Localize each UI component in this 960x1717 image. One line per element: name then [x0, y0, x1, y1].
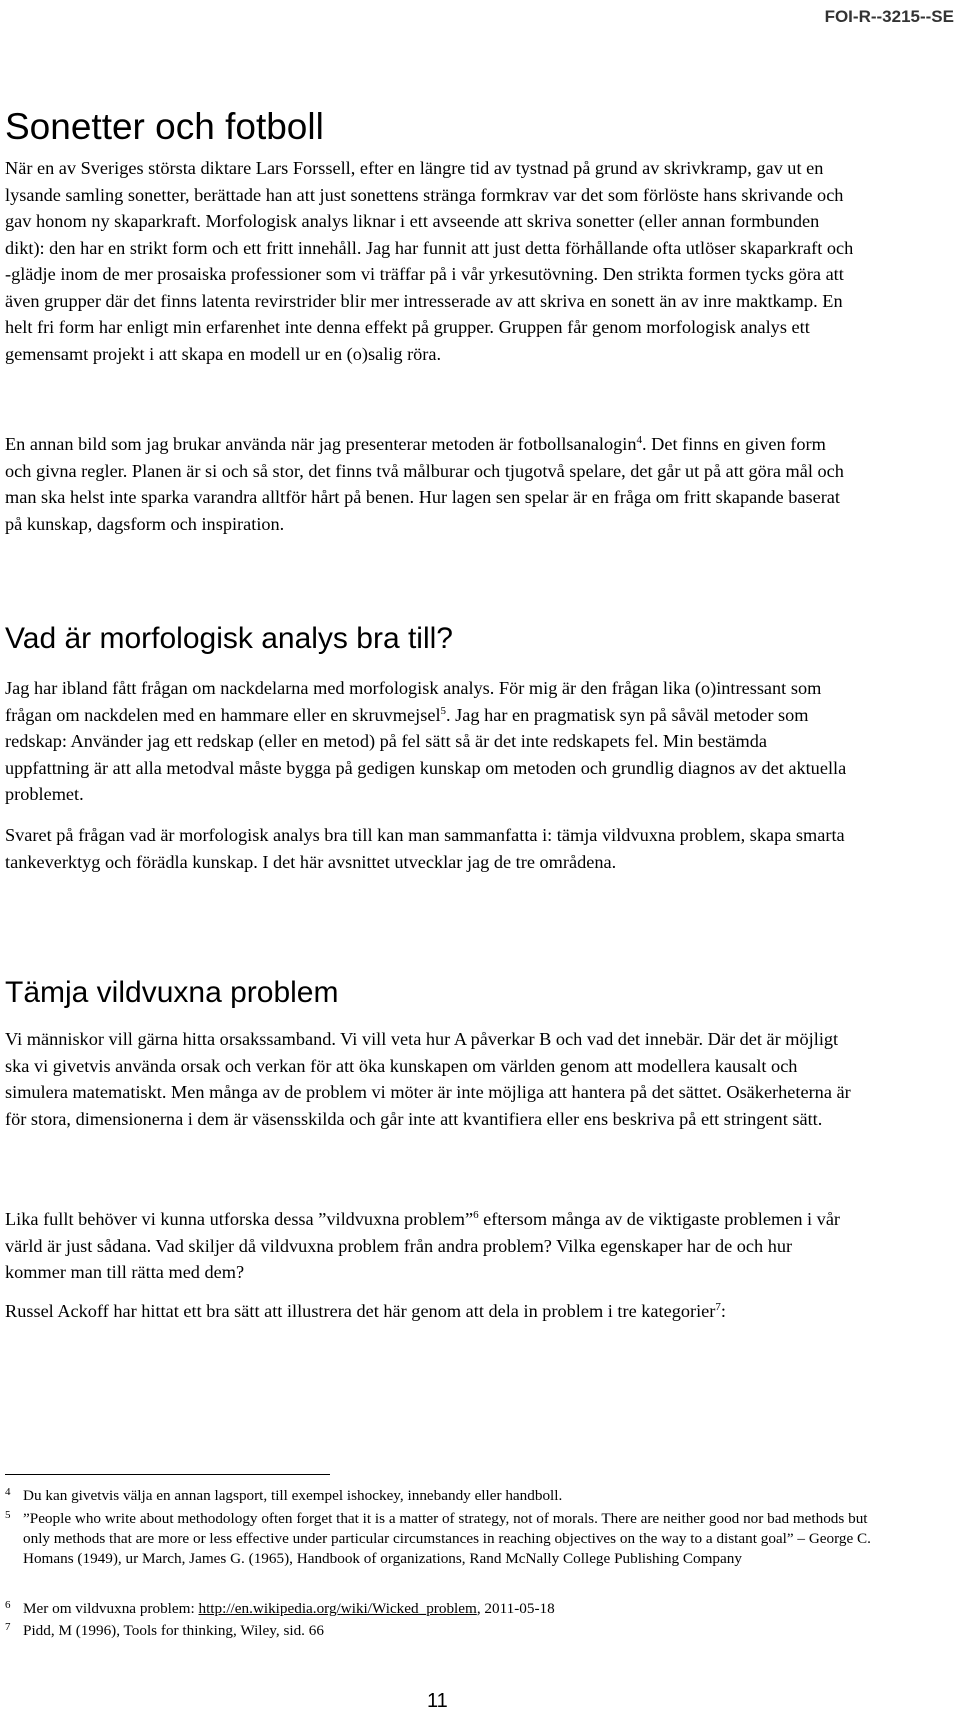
footnote-ref[interactable]: 7	[715, 1300, 721, 1313]
paragraph: Svaret på frågan vad är morfologisk analys bra till kan man sammanfatta i: tämja vildvuxna problem, skapa smarta tankeverktyg och förädla kunskap. I det här avsnittet utvecklar jag de tre områdena.	[5, 825, 845, 872]
footnote-separator	[5, 1474, 330, 1475]
paragraph: Vi människor vill gärna hitta orsakssamband. Vi vill veta hur A påverkar B och vad det innebär. Där det är möjligt ska vi givetvis använda orsak och verkan för att öka kunskapen om världen genom att modellera kausalt och simulera matematiskt. Men många av de problem vi möter är inte möjliga att hantera på det sättet. Osäkerheterna är för stora, dimensionerna i dem är väsensskilda och går inte att kvantifiera eller ens beskriva på ett stringent sätt.	[5, 1029, 851, 1129]
paragraph-text: Russel Ackoff har hittat ett bra sätt att illustrera det här genom att dela in problem i tre kategorier	[5, 1301, 716, 1321]
paragraph-text: eftersom många av de viktigaste problemen i vår värld är just sådana. Vad skiljer då vildvuxna problem från andra problem? Vilka egenskaper har de och hur kommer man till rätta med dem?	[5, 1209, 841, 1282]
footnote-number: 4	[5, 1486, 11, 1498]
paragraph	[5, 675, 855, 808]
paragraph	[5, 431, 855, 537]
page-number: 11	[427, 1690, 448, 1712]
section-heading-sonetter: Sonetter och fotboll	[5, 106, 324, 147]
paragraph-text: Jag har ibland fått frågan om nackdelarna med morfologisk analys. För mig är den frågan lika (o)intressant som frågan om nackdelen med en hammare eller en skruvmejsel	[5, 678, 822, 725]
footnote-text-part: , 2011-05-18	[476, 1600, 555, 1617]
paragraph-text: . Det finns en given form och givna regler. Planen är si och så stor, det finns två målburar och tjugotvå spelare, det går ut på att göra mål och man ska helst inte sparka varandra alltför hårt på benen. Hur lagen sen spelar är en fråga om fritt skapande baserat på kunskap, dagsform och inspiration.	[5, 434, 844, 534]
report-code: FOI-R--3215--SE	[824, 7, 954, 26]
paragraph: När en av Sveriges största diktare Lars Forssell, efter en längre tid av tystnad på grund av skrivkramp, gav ut en lysande samling sonetter, berättade han att just sonettens stränga formkrav var det som förlöste hans skrivande och gav honom ny skaparkraft. Morfologisk analys liknar i ett avseende att skriva sonetter (eller annan formbunden dikt): den har en strikt form och ett fritt innehåll. Jag har funnit att just detta förhållande ofta utlöser skaparkraft och -glädje inom de mer prosaiska professioner som vi träffar på i vår yrkesutövning. Den strikta formen tycks göra att även grupper där det finns latenta revirstrider blir mer intresserade av att skriva en sonett än av inre maktkamp. En helt fri form har enligt min erfarenhet inte denna effekt på grupper. Gruppen får genom morfologisk analys ett gemensamt projekt i att skapa en modell ur en (o)salig röra.	[5, 158, 854, 364]
paragraph-text: :	[720, 1301, 726, 1321]
footnote-ref[interactable]: 6	[473, 1208, 479, 1221]
footnote	[5, 1621, 885, 1641]
footnote	[5, 1486, 885, 1506]
paragraph-text: . Jag har en pragmatisk syn på såväl metoder som redskap: Använder jag ett redskap (eller en metod) på fel sätt så är det inte redskapets fel. Min bestämda uppfattning är att alla metodval måste bygga på gedigen kunskap om metoden och grundlig diagnos av det aktuella problemet.	[5, 704, 847, 804]
footnote-number: 6	[5, 1599, 11, 1611]
wikipedia-link[interactable]: http://en.wikipedia.org/wiki/Wicked_problem	[198, 1600, 477, 1617]
section-heading-vad-ar: Vad är morfologisk analys bra till?	[5, 622, 453, 655]
footnote-number: 7	[5, 1621, 11, 1633]
paragraph-text: En annan bild som jag brukar använda när jag presenterar metoden är fotbollsanalogin	[5, 434, 637, 454]
footnote-ref[interactable]: 5	[440, 704, 447, 717]
footnote-text	[5, 1599, 885, 1619]
footnote-text: Du kan givetvis välja en annan lagsport, till exempel ishockey, innebandy eller handboll.	[23, 1487, 563, 1504]
footnote	[5, 1509, 885, 1569]
paragraph-text: Lika fullt behöver vi kunna utforska dessa ”vildvuxna problem”	[5, 1209, 474, 1229]
footnote-ref[interactable]: 4	[636, 433, 642, 446]
section-heading-tamja: Tämja vildvuxna problem	[5, 976, 339, 1009]
footnote	[5, 1599, 885, 1619]
footnote-number: 5	[5, 1509, 11, 1521]
footnote-text: Pidd, M (1996), Tools for thinking, Wiley, sid. 66	[23, 1622, 324, 1639]
footnote-text-part: Mer om vildvuxna problem:	[23, 1600, 199, 1617]
paragraph	[5, 1298, 855, 1325]
paragraph	[5, 1206, 855, 1286]
footnote-text: ”People who write about methodology often forget that it is a matter of strategy, not of morals. There are neither good nor bad methods but only methods that are more or less effective under particular circumstances in reaching objectives on the way to a distant goal” – George C. Homans (1949), ur March, James G. (1965), Handbook of organizations, Rand McNally College Publishing Company	[23, 1510, 871, 1567]
